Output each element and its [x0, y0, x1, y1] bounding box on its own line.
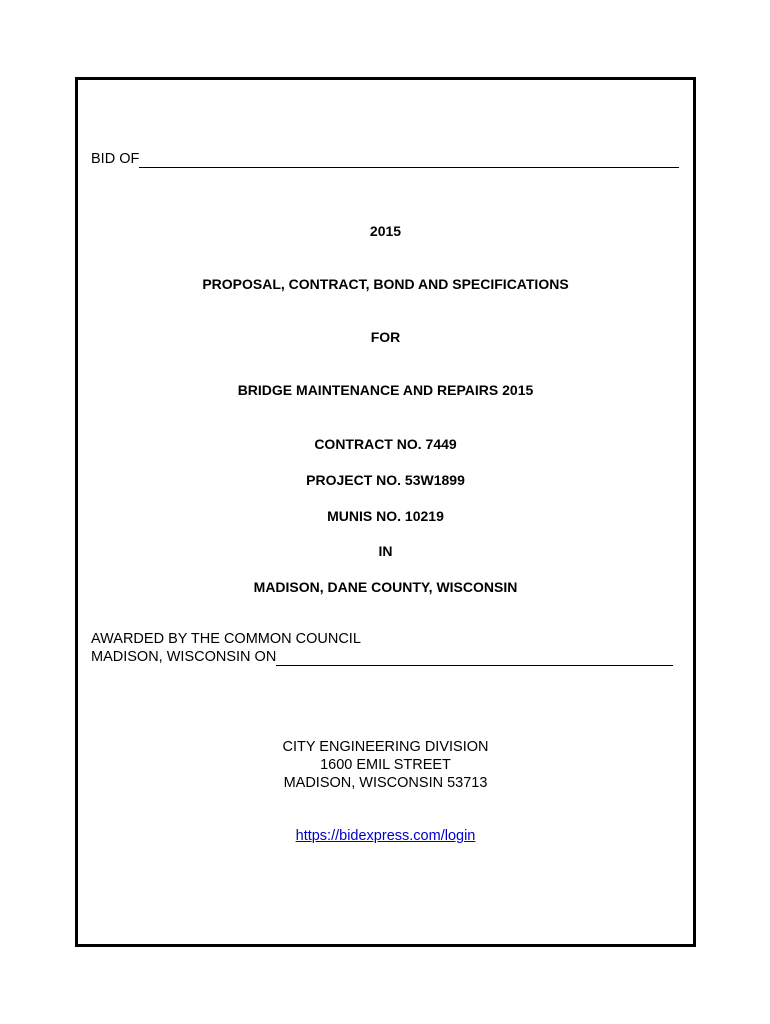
for-label: FOR [370, 329, 401, 345]
location: MADISON, DANE COUNTY, WISCONSIN [253, 579, 518, 595]
document-type: PROPOSAL, CONTRACT, BOND AND SPECIFICATIONS [202, 276, 569, 292]
bid-of-blank-line [139, 151, 679, 168]
city-state-zip: MADISON, WISCONSIN 53713 [283, 775, 488, 791]
link-row [78, 827, 693, 845]
project-title: BRIDGE MAINTENANCE AND REPAIRS 2015 [237, 382, 534, 398]
munis-number: MUNIS NO. 10219 [327, 508, 444, 524]
division-name: CITY ENGINEERING DIVISION [282, 739, 489, 755]
bidexpress-link[interactable]: https://bidexpress.com/login [295, 828, 476, 844]
awarded-line-1: AWARDED BY THE COMMON COUNCIL [91, 631, 361, 647]
year: 2015 [369, 223, 402, 239]
street-address: 1600 EMIL STREET [320, 757, 451, 773]
awarded-line-2: MADISON, WISCONSIN ON [91, 649, 277, 665]
contract-number: CONTRACT NO. 7449 [314, 436, 457, 452]
project-number: PROJECT NO. 53W1899 [306, 472, 465, 488]
award-date-blank-line [276, 649, 673, 666]
in-label: IN [378, 543, 393, 559]
bid-of-row [91, 151, 684, 168]
document-border [75, 77, 696, 947]
awarded-row-2 [91, 649, 684, 666]
bid-of-label: BID OF [91, 151, 140, 167]
